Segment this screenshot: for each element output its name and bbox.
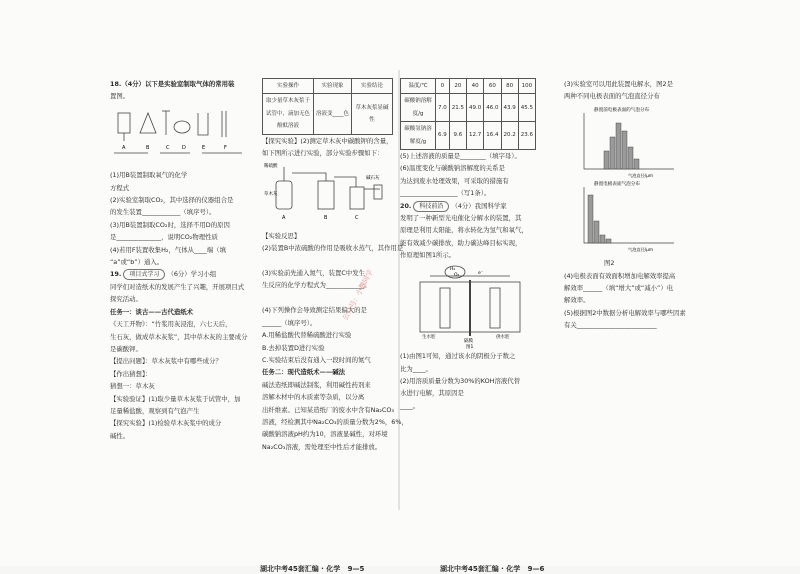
footer-page: 9—6 (527, 565, 545, 573)
q20-number: 20. (400, 201, 412, 210)
table-cell: 溶液变____色 (314, 94, 352, 134)
q18-apparatus-figure (110, 103, 248, 165)
right-footer (440, 564, 544, 574)
table-cell: 6.9 (436, 122, 450, 150)
left-column-1 (110, 78, 250, 442)
table-cell: 46.0 (484, 94, 501, 122)
q20-item: (1)由图1可知，通过该水的阴极分子数之 (400, 352, 516, 361)
q19-col2-line: 如下图所示进行实验，部分实验步骤如下： (262, 149, 384, 158)
q20-item: 水进行电解，其原因是 (400, 389, 464, 398)
q19-col2-line: 溶液，经检测其中Na₂CO₃的质量分数为2%，6%， (262, 417, 408, 426)
solubility-table (400, 78, 536, 150)
apparatus-label-d: D (182, 144, 186, 151)
q19-line: 生石灰，做成草木灰浆”，其中草木灰的主要成分 (110, 332, 248, 341)
figure-label: 碱石灰 (366, 176, 380, 182)
q19-line: 【实验验证】(1)取少量草木灰浆于试管中，加 (110, 394, 241, 403)
q18-item: (1)用B装置制取氧气的化学 (110, 171, 188, 180)
q20-item: ____。 (400, 401, 420, 410)
q20-stem: 能有效减少碳排放，助力碳达峰目标实现， (400, 238, 522, 247)
chart1-caption: 静置前电极表面的气泡分布 (594, 107, 650, 113)
table-cell: 碳酸钠溶解度/g (401, 94, 436, 122)
table-cell: 23.6 (518, 122, 535, 150)
col4-line: (5)根据图2中数据分析电解效率与哪些因素 (564, 308, 686, 317)
left-footer (260, 564, 364, 574)
q18-item: 方程式 (110, 183, 130, 192)
table-cell: 60 (484, 79, 501, 94)
table-cell: 100 (518, 79, 535, 94)
table-header: 实验操作 (263, 79, 314, 94)
q19-col2-line: 生反应的化学方程式为____________。 (262, 281, 371, 290)
table-cell: 7.0 (436, 94, 450, 122)
q19-stem-2: 探究活动。 (110, 295, 142, 304)
fig-label: 生水腔 (422, 334, 436, 340)
col3-line: (5)上述溶液的质量是________（填字母）。 (400, 152, 521, 161)
right-column-4 (564, 78, 688, 332)
q19-col2-line: (4)下列操作会导致测定结果偏大的是 (262, 306, 367, 315)
q19-col2-line: B.去掉装置D进行实验 (262, 343, 325, 352)
q19-line: 【探究实验】(1)检验草木灰浆中的成分 (110, 419, 222, 428)
fig-label: e⁻ (478, 270, 484, 276)
col3-line: __________________（写1条）。 (400, 189, 491, 198)
apparatus-label-f: F (224, 144, 227, 151)
right-column-3 (400, 78, 550, 412)
figure-label: A (282, 215, 286, 222)
table-cell: 16.4 (484, 122, 501, 150)
axis-label: 气泡直径/μm (628, 246, 653, 252)
table-cell: 20 (449, 79, 466, 94)
table-cell: 温度/℃ (401, 79, 436, 94)
q19-col2-line: 碱法造纸即碱法制浆，利用碱性药剂来 (262, 380, 371, 389)
q18-stem-2: 置图。 (110, 92, 130, 101)
q19-col2-line: 碳酸钠溶液pH约为10，溶液显碱性，对环境 (262, 430, 388, 439)
bubble-distribution-charts (564, 103, 684, 253)
q19-points: （6分）学习小组 (167, 270, 217, 279)
table-cell: 80 (501, 79, 518, 94)
q19-col2-line: 【探究实验】(2)测定草木灰中碳酸钾的含量， (262, 136, 393, 145)
q18-item: “a”或“b”）通入。 (110, 258, 164, 267)
table-cell: 21.5 (449, 94, 466, 122)
col3-line: 为达到废水处理效果，可采取的措施有 (400, 176, 509, 185)
apparatus-label-b: B (146, 144, 150, 151)
table-cell: 43.9 (501, 94, 518, 122)
q19-col2-line: A.用稀盐酸代替稀硫酸进行实验 (262, 331, 352, 340)
q18-stem-1: 18.（4分）以下是实验室制取气体的常用装 (110, 80, 235, 88)
fig-caption: 图1 (466, 344, 474, 350)
q20-item: 比为____。 (400, 364, 432, 373)
q18-item: (3)用B装置制取CO₂时，选择不用D的原因 (110, 220, 230, 229)
table-header: 实验现象 (314, 79, 352, 94)
table-cell: 20.2 (501, 122, 518, 150)
q19-col2-line: Na₂CO₃溶液，需处理至中性后才能排放。 (262, 442, 382, 451)
col4-line: (3)实验室可以用此装置电解水，图2是 (564, 80, 673, 88)
q19-col2-line: (3)实验前先通入氮气，装置C中发生 (262, 269, 365, 278)
q19-col2-line (262, 292, 398, 304)
table-cell: 45.5 (518, 94, 535, 122)
q18-item: 的发生装置____________（填序号）。 (110, 208, 216, 217)
table-cell: 9.6 (449, 122, 466, 150)
q19-line: 【提出问题】：草木灰浆中有哪些成分？ (110, 357, 222, 366)
q19-line: 是碳酸钾。 (110, 344, 142, 353)
q19-task1: 任务一：谈古——古代造纸术 (110, 307, 194, 316)
q19-col2-line: C.实验结束后没有通入一段时间的氮气 (262, 355, 371, 364)
q19-col2-line: 出纤维素。已知某造纸厂的废水中含有Na₂CO₃ (262, 405, 394, 414)
q19-col2-line: 溶解木材中的木质素等杂质，以分离 (262, 393, 365, 402)
fig-label: O₂ (454, 272, 460, 278)
table-header: 实验结论 (352, 79, 393, 94)
col3-line: (6)温度变化与碳酸钠溶解度的关系是 (400, 164, 505, 173)
q19-col2-line: (2)装置B中浓硫酸的作用是吸收水蒸气，其作用是 (262, 244, 404, 253)
q19-col2-line: ______（填序号）。 (262, 318, 317, 327)
q19-number: 19. (110, 270, 122, 279)
col4-line: 解效率______（填“增大”或“减小”）电 (564, 284, 674, 293)
q19-line: 碱性。 (110, 431, 130, 440)
apparatus-label-e: E (202, 144, 206, 151)
col4-line: 解效率。 (564, 296, 590, 305)
figure-label: 稀硫酸 (264, 164, 278, 170)
figure-label: 草木灰 (264, 192, 278, 198)
footer-title: 湖北中考45套汇编 · 化学 (260, 565, 341, 573)
q19-col2-line: 任务二：现代造纸术——碱法 (262, 368, 346, 377)
q19-line: 【作出猜想】： (110, 369, 152, 378)
q20-stem: 发明了一种新型光电催化分解水的装置，其 (400, 214, 522, 223)
q18-item: 是______________，说明CO₂物理性质 (110, 233, 218, 242)
apparatus-label-a: A (122, 144, 126, 151)
table-cell: 12.7 (467, 122, 484, 150)
right-page (400, 78, 690, 573)
q19-experiment-table (262, 78, 393, 135)
table-cell: 碳酸氢钠溶解度/g (401, 122, 436, 150)
q20-stem: 作原理如图1所示。 (400, 251, 456, 260)
table-cell: 草木灰浆显碱性 (352, 94, 393, 134)
table-cell: 49.0 (467, 94, 484, 122)
fig-label: 隔膜 (464, 338, 473, 344)
table-cell: 取少量草木灰浆于试管中，滴加无色酚酞溶液 (263, 94, 314, 134)
col4-line: (4)电极表面有效面积增加电解效率提高 (564, 271, 676, 280)
q20-tag: 科技前沿 (413, 201, 449, 212)
q18-item: (2)实验室制取CO₂，其中选择的仪器组合是 (110, 196, 234, 205)
table-cell: 0 (436, 79, 450, 94)
q19-line: 猜想一：草木灰 (110, 382, 155, 391)
q19-apparatus-figure (262, 159, 396, 225)
q18-item: (4)若用F装置收集H₂，气体从____端（填 (110, 245, 226, 254)
q19-line: 足量稀盐酸，观察到有气泡产生 (110, 406, 200, 415)
q19-tag: 项目式学习 (123, 269, 165, 280)
axis-label: 气泡直径/μm (628, 172, 653, 178)
chart2-caption: 静置电极表面气泡分布 (594, 181, 640, 187)
col4-line: 有关_________________________ (564, 321, 657, 330)
q19-col2-line (262, 255, 398, 267)
col4-line: 两种不同电极表面的气泡直径分布 (564, 92, 660, 101)
figure-label: C (355, 215, 359, 222)
q19-col2-line: 【实验反思】 (262, 231, 301, 240)
fig-label: 供水腔 (496, 334, 510, 340)
q19-stem-1: 同学们对造纸术的发展产生了兴趣，开展项目式 (110, 282, 245, 291)
fig-label: H₂ (450, 266, 456, 272)
q20-item: (2)用溶质质量分数为30%的KOH溶液代替 (400, 376, 521, 385)
q20-electrolysis-figure (400, 262, 540, 350)
footer-page: 9—5 (347, 565, 365, 573)
q20-stem: 原理是利用太阳能，将水转化为氢气和氧气， (400, 226, 528, 235)
q20-points: （4分）我国科学家 (451, 201, 507, 210)
q19-line: 《天工开物》：“竹浆用灰浸泡，六七天后， (110, 320, 232, 329)
figure-label: B (324, 215, 328, 222)
footer-title: 湖北中考45套汇编 · 化学 (440, 565, 521, 573)
fig2-caption: 图2 (604, 259, 615, 268)
apparatus-label-c: C (166, 144, 170, 151)
table-cell: 40 (467, 79, 484, 94)
watermark: 公众号：小魏同学 (341, 268, 375, 322)
